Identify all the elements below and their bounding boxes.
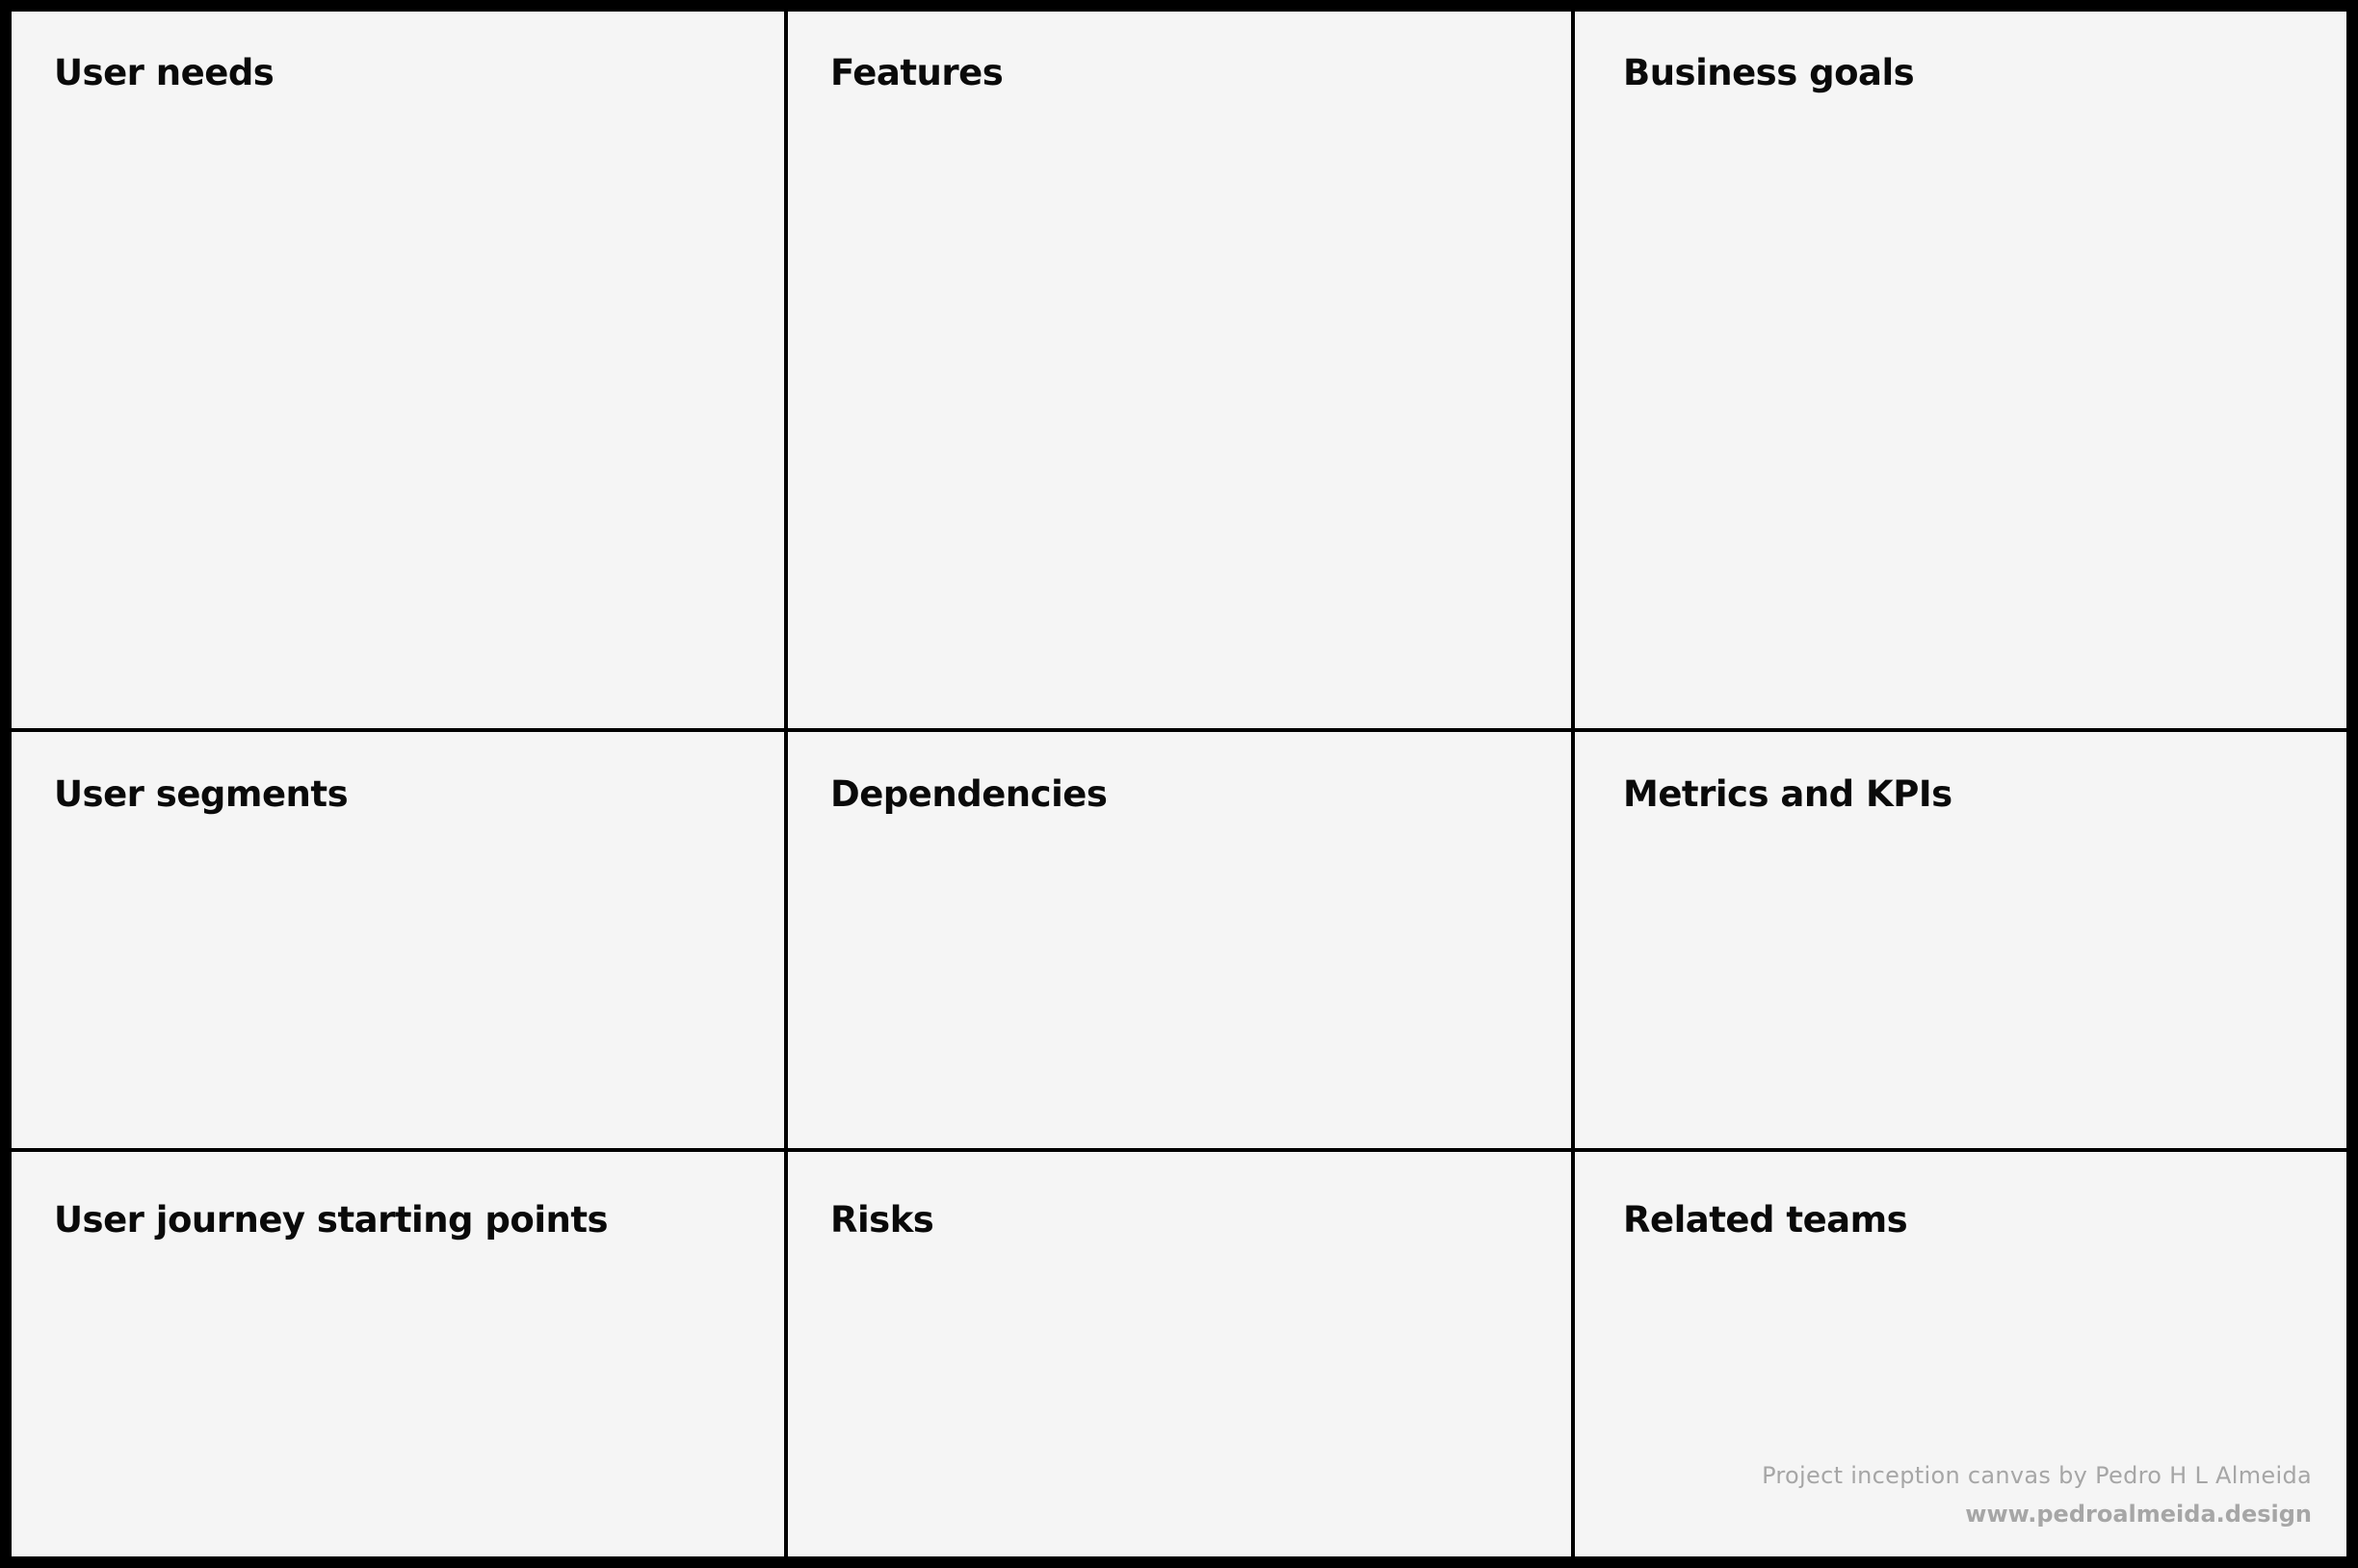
section-features[interactable]: [788, 12, 1571, 728]
inception-canvas: [12, 12, 2346, 1556]
section-business-goals[interactable]: [1575, 12, 2346, 728]
section-title: User journey starting points: [54, 1199, 609, 1241]
section-risks[interactable]: [788, 1152, 1571, 1556]
section-title: User needs: [54, 52, 275, 93]
website-link[interactable]: www.pedroalmeida.design: [1965, 1501, 2312, 1528]
section-title: Features: [830, 52, 1004, 93]
section-user-needs[interactable]: [12, 12, 784, 728]
section-related-teams[interactable]: [1575, 1152, 2346, 1556]
section-title: Metrics and KPIs: [1623, 773, 1952, 815]
section-title: User segments: [54, 773, 349, 815]
section-user-segments[interactable]: [12, 732, 784, 1148]
section-title: Risks: [830, 1199, 934, 1241]
section-title: Dependencies: [830, 773, 1108, 815]
section-dependencies[interactable]: [788, 732, 1571, 1148]
section-title: Related teams: [1623, 1199, 1908, 1241]
section-metrics-and-kpis[interactable]: [1575, 732, 2346, 1148]
section-title: Business goals: [1623, 52, 1915, 93]
canvas-credit: Project inception canvas by Pedro H L Almeida: [1762, 1462, 2312, 1489]
section-user-journey-starting-points[interactable]: [12, 1152, 784, 1556]
